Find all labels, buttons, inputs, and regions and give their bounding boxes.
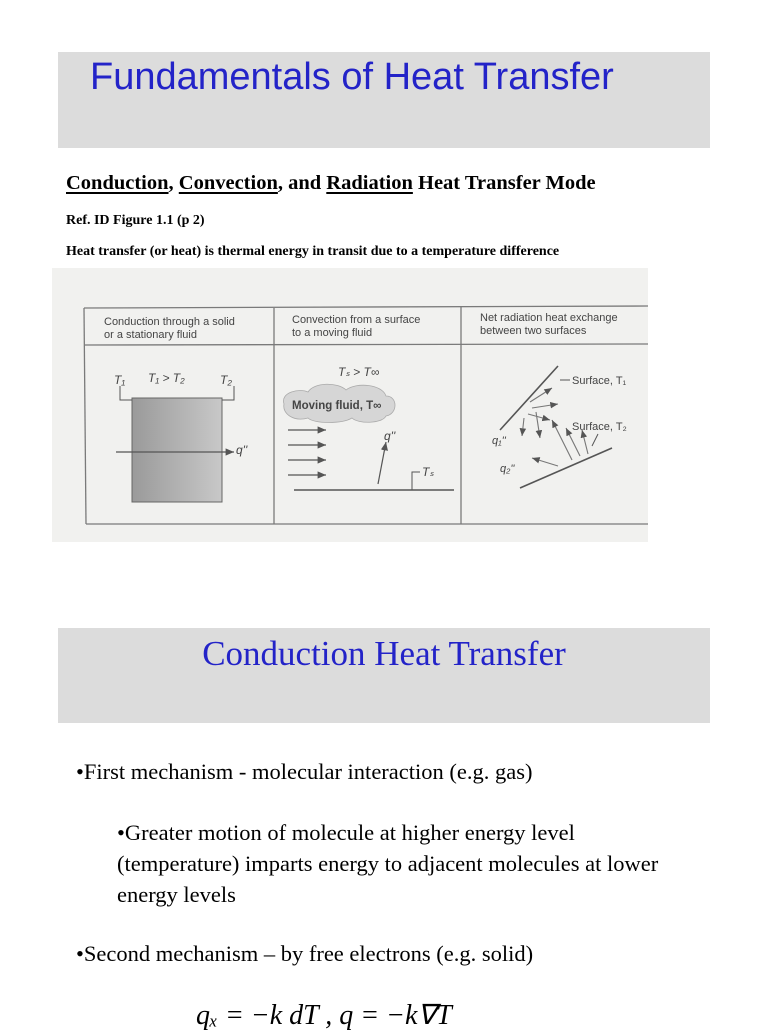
conduction-diagram [116, 386, 234, 502]
panel3-caption-line1: Net radiation heat exchange [480, 312, 618, 324]
q2-flux-label: q₂'' [500, 463, 515, 475]
ts-leader [412, 472, 420, 490]
surface-1-line [500, 366, 558, 430]
conduction-flux-label: q'' [236, 443, 248, 457]
subhead-rest: Heat Transfer Mode [412, 172, 596, 194]
convection-term: Convection [178, 172, 278, 194]
t1-label: T₁ [114, 373, 126, 387]
panel1-caption-line1: Conduction through a solid [104, 316, 235, 328]
fourier-law-equation: qₓ = −k dT , q = −k∇T [196, 1000, 452, 1031]
heat-transfer-modes-heading [66, 172, 596, 195]
surface-1-label: Surface, T₁ [572, 375, 627, 387]
radiation-term: Radiation [326, 172, 413, 194]
heat-transfer-modes-figure [52, 268, 648, 542]
panel1-caption-line2: or a stationary fluid [104, 329, 197, 341]
slide1-title: Fundamentals of Heat Transfer [90, 56, 614, 98]
subhead-separator-1: , [168, 172, 179, 194]
slide2-title: Conduction Heat Transfer [202, 634, 566, 673]
t2-leader [222, 386, 234, 400]
t1-leader [120, 386, 132, 400]
surface-2-line [520, 448, 612, 488]
figure-drawing [52, 268, 648, 542]
panel2-caption-line1: Convection from a surface [292, 314, 421, 326]
convection-condition-label: Tₛ > T∞ [338, 365, 380, 379]
ts-label: Tₛ [422, 465, 434, 479]
slide1-title-band [58, 52, 710, 148]
t2-label: T₂ [220, 373, 232, 387]
surface-2-leader [592, 434, 598, 446]
bullet-first-mechanism: •First mechanism - molecular interaction (e.g. gas) [76, 759, 533, 784]
flow-arrows [288, 430, 326, 475]
moving-fluid-label: Moving fluid, T∞ [292, 400, 382, 412]
panel2-caption-line2: to a moving fluid [292, 327, 373, 339]
slide2-title-band [58, 628, 710, 723]
heat-transfer-definition: Heat transfer (or heat) is thermal energy in transit due to a temperature difference [66, 244, 560, 259]
conduction-condition-label: T₁ > T₂ [148, 371, 185, 385]
convection-flux-arrow [378, 442, 386, 484]
bullet-second-mechanism: •Second mechanism – by free electrons (e.g. solid) [76, 941, 534, 966]
bullet-molecular-motion: •Greater motion of molecule at higher energy level (temperature) imparts energy to adjacent molecules at lower energy levels [117, 820, 659, 907]
surface-2-label: Surface, T₂ [572, 421, 627, 433]
q1-flux-label: q₁'' [492, 435, 506, 447]
solid-slab [132, 398, 222, 502]
panel3-caption-line2: between two surfaces [480, 325, 587, 337]
subhead-separator-2: , and [277, 172, 327, 194]
figure-reference: Ref. ID Figure 1.1 (p 2) [66, 213, 205, 228]
conduction-term: Conduction [66, 172, 169, 194]
convection-flux-label: q'' [384, 429, 396, 443]
